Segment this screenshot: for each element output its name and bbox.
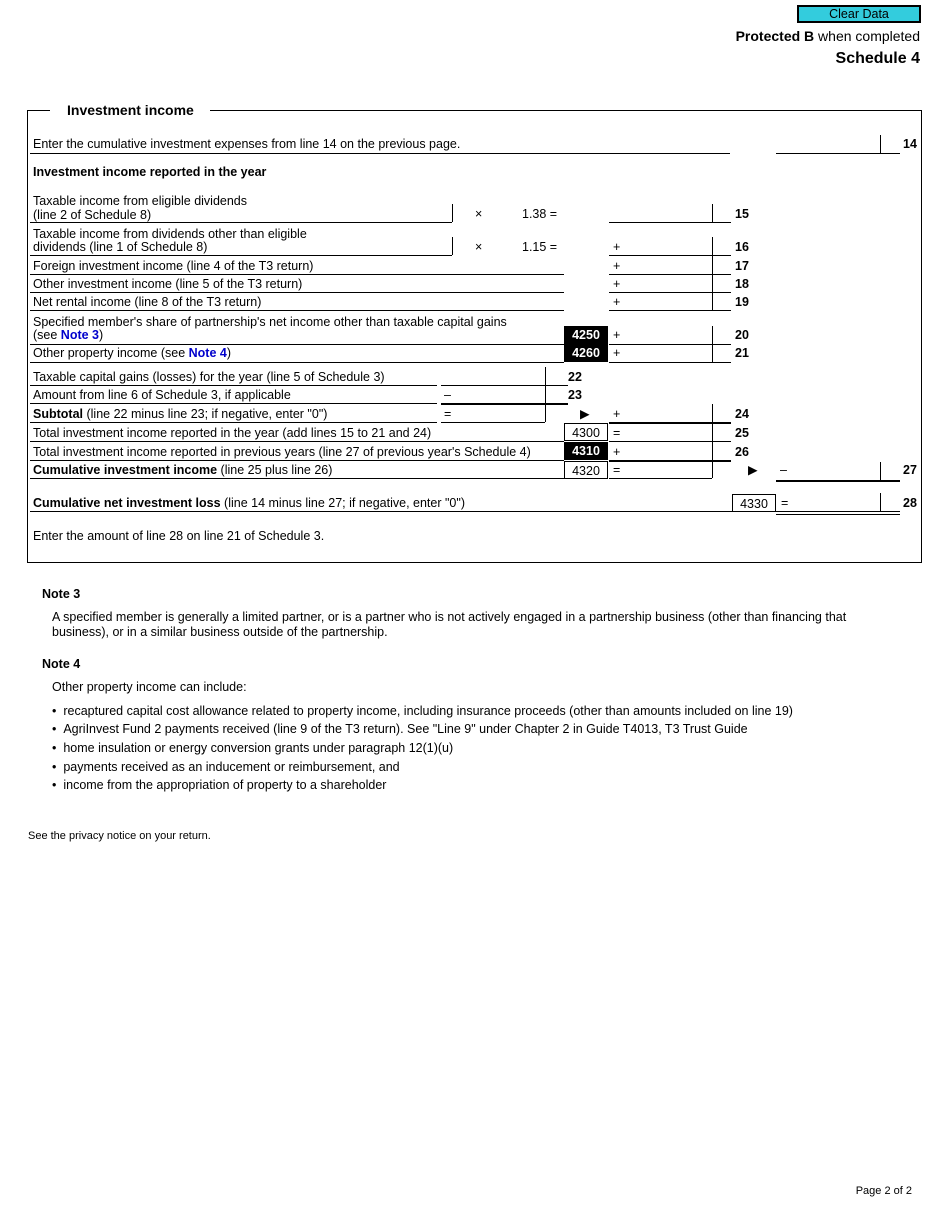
line-20-code: 4250 (564, 326, 608, 344)
schedule-title: Schedule 4 (835, 50, 920, 67)
note-4-title: Note 4 (42, 657, 81, 671)
line-23-number: 23 (568, 388, 582, 402)
list-item: • payments received as an inducement or reimbursement, and (52, 760, 400, 774)
line-23-text: Amount from line 6 of Schedule 3, if applicable (33, 388, 291, 402)
line-25-equals: = (613, 426, 621, 440)
line-25-number: 25 (735, 426, 749, 440)
line-14-text: Enter the cumulative investment expenses from line 14 on the previous page. (33, 137, 461, 151)
line-24-number: 24 (735, 407, 749, 421)
line-22-input[interactable] (443, 367, 545, 385)
line-24-operator: + (613, 407, 621, 421)
line-15-text-a: Taxable income from eligible dividends (33, 194, 248, 208)
reported-heading: Investment income reported in the year (33, 165, 267, 179)
line-14-number: 14 (903, 137, 917, 151)
line-27-operator: – (780, 463, 787, 477)
line-16-text-a: Taxable income from dividends other than eligible (33, 227, 307, 241)
line-15-multiply: × (475, 207, 483, 221)
list-item: • recaptured capital cost allowance related to property income, including insurance proceeds (other than amounts included on line 19) (52, 704, 793, 718)
line-17-operator: + (613, 259, 621, 273)
line-18-input[interactable] (626, 274, 714, 292)
note-4-link[interactable]: Note 4 (188, 346, 227, 360)
clear-data-button[interactable]: Clear Data (797, 5, 921, 23)
line-20-number: 20 (735, 328, 749, 342)
line-26-input[interactable] (626, 442, 714, 460)
line-18-number: 18 (735, 277, 749, 291)
line-23-operator: – (444, 388, 451, 402)
arrow-right-icon: ▶ (580, 407, 590, 421)
line-21-input[interactable] (626, 344, 714, 362)
line-15-number: 15 (735, 207, 749, 221)
line-25-text: Total investment income reported in the year (add lines 15 to 21 and 24) (33, 426, 432, 440)
line-28-number: 28 (903, 496, 917, 510)
line-25-code: 4300 (564, 423, 608, 441)
line-27-equals: = (613, 463, 621, 477)
line-21-code: 4260 (564, 344, 608, 362)
line-26-text: Total investment income reported in previous years (line 27 of previous year's Schedule 4) (33, 445, 531, 459)
arrow-right-icon: ▶ (748, 463, 758, 477)
line-26-number: 26 (735, 445, 749, 459)
line-14-input[interactable] (780, 135, 882, 153)
note-3-link[interactable]: Note 3 (60, 328, 99, 342)
bullet-icon: • (52, 704, 57, 718)
line-28-code: 4330 (732, 494, 776, 512)
bullet-icon: • (52, 722, 57, 736)
line-15-text-b: (line 2 of Schedule 8) (33, 208, 152, 222)
line-21-operator: + (613, 346, 621, 360)
line-28-text: Cumulative net investment loss (line 14 minus line 27; if negative, enter "0") (33, 496, 465, 510)
line-19-input[interactable] (626, 292, 714, 310)
page-number: Page 2 of 2 (855, 1185, 912, 1197)
line-15-amount-input[interactable] (453, 204, 472, 222)
line-18-operator: + (613, 277, 621, 291)
privacy-notice: See the privacy notice on your return. (28, 830, 211, 842)
line-20-text-a: Specified member's share of partnership's net income other than taxable capital gains (33, 315, 507, 329)
line-27-input[interactable] (794, 460, 882, 478)
line-18-text: Other investment income (line 5 of the T3 return) (33, 277, 303, 291)
line-27-number: 27 (903, 463, 917, 477)
line-19-text: Net rental income (line 8 of the T3 return) (33, 295, 262, 309)
line-16-amount-input[interactable] (453, 237, 472, 255)
line-20-operator: + (613, 328, 621, 342)
line-20-text-b: (see Note 3) (33, 328, 104, 342)
bullet-icon: • (52, 778, 57, 792)
line-22-number: 22 (568, 370, 582, 384)
bullet-icon: • (52, 741, 57, 755)
line-26-code: 4310 (564, 442, 608, 460)
note-3-line-2: business), or in a similar business outside of the partnership. (52, 625, 388, 639)
line-28-input[interactable] (794, 493, 882, 511)
line-25-input[interactable] (626, 423, 714, 441)
line-22-text: Taxable capital gains (losses) for the year (line 5 of Schedule 3) (33, 370, 385, 384)
line-15-factor: 1.38 = (522, 207, 558, 221)
note-3-title: Note 3 (42, 587, 81, 601)
line-27-code: 4320 (564, 461, 608, 479)
line-24-equals: = (444, 407, 452, 421)
list-item: • home insulation or energy conversion grants under paragraph 12(1)(u) (52, 741, 454, 755)
line-21-number: 21 (735, 346, 749, 360)
line-28-equals: = (781, 496, 789, 510)
line-15-input[interactable] (611, 204, 713, 222)
line-16-number: 16 (735, 240, 749, 254)
line-20-input[interactable] (626, 326, 714, 344)
protected-b-label: Protected B when completed (735, 28, 920, 44)
note-3-line-1: A specified member is generally a limited partner, or is a partner who is not actively engaged in a partnership business (other than financing that (52, 610, 847, 624)
line-27-subtotal-input[interactable] (626, 460, 714, 478)
line-16-multiply: × (475, 240, 483, 254)
line-27-text: Cumulative investment income (line 25 plus line 26) (33, 463, 333, 477)
line-17-input[interactable] (626, 256, 714, 274)
line-17-text: Foreign investment income (line 4 of the T3 return) (33, 259, 314, 273)
line-26-operator: + (613, 445, 621, 459)
line-16-input[interactable] (626, 237, 714, 255)
final-instruction: Enter the amount of line 28 on line 21 of Schedule 3. (33, 529, 325, 543)
line-24-subtotal-input[interactable] (458, 404, 546, 422)
line-24-text: Subtotal (line 22 minus line 23; if negative, enter "0") (33, 407, 328, 421)
list-item: • AgriInvest Fund 2 payments received (line 9 of the T3 return). See "Line 9" under Chapter 2 in Guide T4013, T3 Trust Guide (52, 722, 748, 736)
line-24-input[interactable] (626, 404, 714, 422)
line-19-number: 19 (735, 295, 749, 309)
list-item: • income from the appropriation of property to a shareholder (52, 778, 387, 792)
section-title: Investment income (67, 102, 194, 118)
line-16-factor: 1.15 = (522, 240, 558, 254)
line-16-text-b: dividends (line 1 of Schedule 8) (33, 240, 208, 254)
line-19-operator: + (613, 295, 621, 309)
line-21-text: Other property income (see Note 4) (33, 346, 231, 360)
line-23-input[interactable] (458, 385, 546, 403)
note-4-intro: Other property income can include: (52, 680, 247, 694)
line-16-operator: + (613, 240, 621, 254)
line-17-number: 17 (735, 259, 749, 273)
bullet-icon: • (52, 760, 57, 774)
